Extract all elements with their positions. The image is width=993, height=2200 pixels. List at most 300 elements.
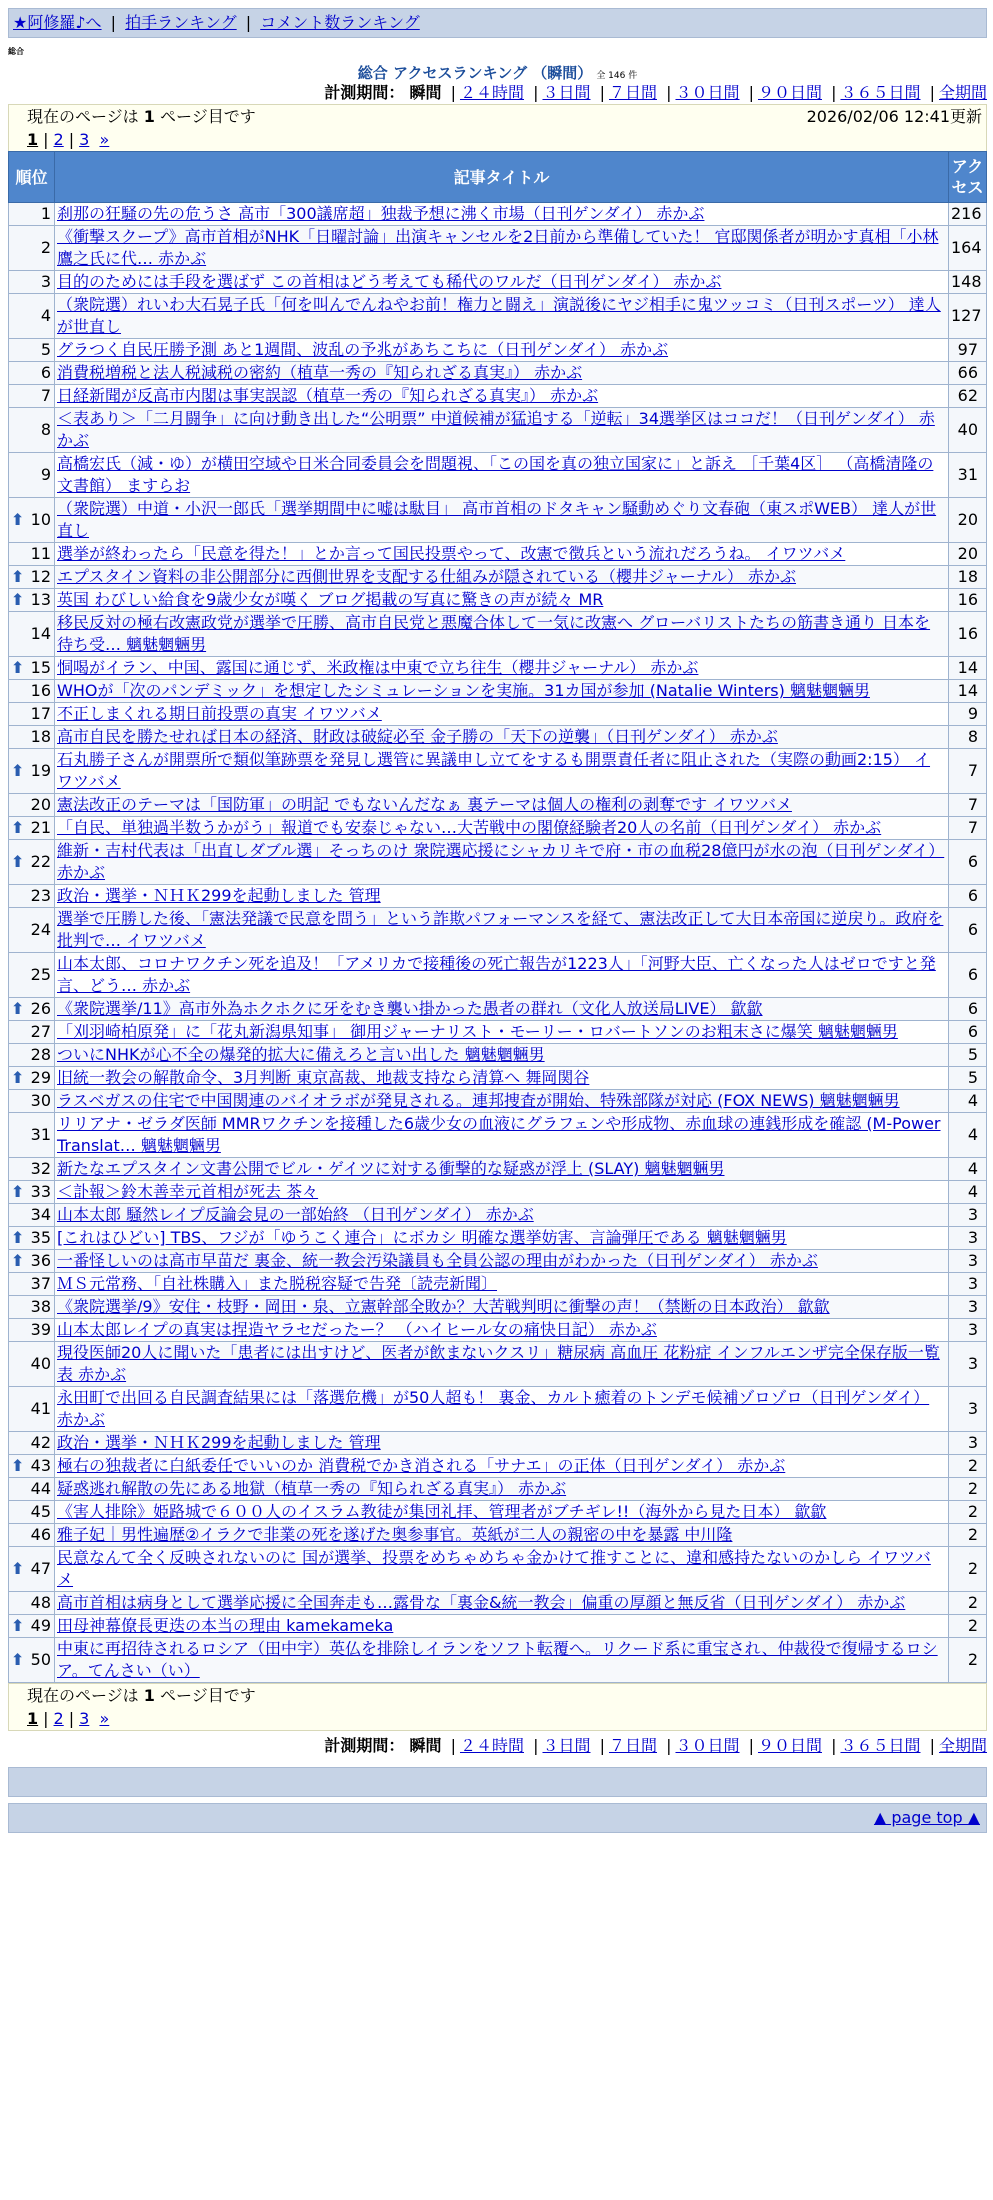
page-title: 総合 アクセスランキング （瞬間）: [357, 64, 593, 82]
nav-separator: |: [245, 13, 252, 32]
title-cell: [55, 1273, 949, 1296]
article-link[interactable]: 恫喝がイラン、中国、露国に通じず、米政権は中東で立ち往生（櫻井ジャーナル） 赤かぶ: [57, 658, 699, 677]
article-link[interactable]: 移民反対の極右改憲政党が選挙で圧勝、高市自民党と悪魔合体して一気に改憲へ グローバリストたちの筋書き通り 日本を待ち受… 魑魅魍魎男: [57, 613, 931, 654]
period-365d[interactable]: ３６５日間: [840, 83, 921, 102]
access-count: 20: [949, 498, 987, 543]
rank-number: 32: [30, 1159, 51, 1178]
article-link[interactable]: 永田町で出回る自民調査結果には「落選危機」が50人超も！ 裏金、カルト癒着のトンデモ候補ゾロゾロ（日刊ゲンダイ） 赤かぶ: [57, 1388, 930, 1429]
table-row: [9, 453, 987, 498]
article-link[interactable]: 《害人排除》姫路城で６００人のイスラム教徒が集団礼拝、管理者がブチギレ!!（海外から見た日本） 歙歙: [57, 1502, 827, 1521]
article-link[interactable]: 雅子妃｜男性遍歴②イラクで非業の死を遂げた奥参事官。英紙が二人の親密の中を暴露 中川隆: [57, 1525, 733, 1544]
access-count: 6: [949, 885, 987, 908]
title-cell: [55, 726, 949, 749]
ranking-table: [8, 151, 987, 1683]
page-1: 1: [27, 1709, 39, 1728]
article-link[interactable]: 「刈羽崎柏原発」に「花丸新潟県知事」 御用ジャーナリスト・モーリー・ロバートソンのお粗末さに爆笑 魑魅魍魎男: [57, 1022, 898, 1041]
table-row: [9, 726, 987, 749]
home-link[interactable]: ★阿修羅♪へ: [13, 13, 102, 32]
article-link[interactable]: 山本太郎 騒然レイプ反論会見の一部始終 （日刊ゲンダイ） 赤かぶ: [57, 1205, 534, 1224]
period-current: 瞬間: [409, 1736, 442, 1755]
rank-cell: [9, 1501, 55, 1524]
access-count: 4: [949, 1113, 987, 1158]
page-1: 1: [27, 130, 39, 149]
title-cell: [55, 1342, 949, 1387]
period-90d[interactable]: ９０日間: [757, 1736, 822, 1755]
title-cell: [55, 1387, 949, 1432]
table-row: [9, 703, 987, 726]
table-row: [9, 589, 987, 612]
footer-bar: [8, 1767, 987, 1797]
access-count: 7: [949, 749, 987, 794]
rank-cell: [9, 1615, 55, 1638]
article-link[interactable]: 田母神幕僚長更迭の本当の理由 kamekameka: [57, 1616, 394, 1635]
table-row: [9, 408, 987, 453]
article-link[interactable]: 消費税増税と法人税減税の密約（植草一秀の『知られざる真実』） 赤かぶ: [57, 363, 583, 382]
rank-number: 8: [40, 420, 51, 439]
access-count: 2: [949, 1547, 987, 1592]
rank-cell: [9, 1592, 55, 1615]
access-count: 97: [949, 339, 987, 362]
rank-cell: [9, 271, 55, 294]
rank-number: 40: [30, 1354, 51, 1373]
rank-cell: [9, 680, 55, 703]
rank-number: 29: [30, 1068, 51, 1087]
pagination-top: 現在のページは 1 ページ目です 2026/02/06 12:41更新 1 | 2 | 3 »: [8, 104, 987, 151]
rank-number: 46: [30, 1525, 51, 1544]
up-arrow-icon: ⬆: [11, 567, 25, 586]
up-arrow-icon: ⬆: [11, 1559, 25, 1578]
rank-cell: [9, 1342, 55, 1387]
article-link[interactable]: 刹那の狂騒の先の危うさ 高市「300議席超」独裁予想に沸く市場（日刊ゲンダイ） 赤かぶ: [57, 204, 705, 223]
rank-number: 45: [30, 1502, 51, 1521]
rank-cell: [9, 1250, 55, 1273]
page-top-link[interactable]: ▲ page top ▲: [873, 1808, 980, 1827]
rank-number: 27: [30, 1022, 51, 1041]
period-7d[interactable]: ７日間: [608, 1736, 657, 1755]
nav-separator: |: [110, 13, 117, 32]
article-link[interactable]: WHOが「次のパンデミック」を想定したシミュレーションを実施。31カ国が参加 (Natalie Winters) 魑魅魍魎男: [57, 681, 870, 700]
table-row: [9, 294, 987, 339]
article-link[interactable]: 新たなエプスタイン文書公開でビル・ゲイツに対する衝撃的な疑惑が浮上 (SLAY) 魑魅魍魎男: [57, 1159, 725, 1178]
table-row: [9, 1181, 987, 1204]
period-24h[interactable]: ２４時間: [459, 1736, 524, 1755]
rank-cell: [9, 453, 55, 498]
article-link[interactable]: 高橋宏氏（減・ゆ）が横田空域や日米合同委員会を問題視、「この国を真の独立国家に」と訴え ［千葉4区］ （高橋清隆の文書館） ますらお: [57, 454, 934, 495]
table-row: [9, 362, 987, 385]
rank-cell: [9, 294, 55, 339]
page-3-link[interactable]: 3: [79, 130, 90, 149]
title-cell: [55, 1501, 949, 1524]
article-link[interactable]: 維新・吉村代表は「出直しダブル選」そっちのけ 衆院選応援にシャカリキで府・市の血税28億円が水の泡（日刊ゲンダイ） 赤かぶ: [57, 841, 945, 882]
table-row: [9, 1455, 987, 1478]
table-row: [9, 612, 987, 657]
rank-cell: [9, 1432, 55, 1455]
rank-number: 38: [30, 1297, 51, 1316]
access-count: 127: [949, 294, 987, 339]
rank-number: 18: [30, 727, 51, 746]
access-count: 6: [949, 1021, 987, 1044]
article-link[interactable]: 《衆院選挙/9》安住・枝野・岡田・泉、立憲幹部全敗か？大苦戦判明に衝撃の声！（禁断の日本政治） 歙歙: [57, 1297, 830, 1316]
period-30d[interactable]: ３０日間: [675, 1736, 740, 1755]
title-cell: [55, 1547, 949, 1592]
access-count: 3: [949, 1250, 987, 1273]
applause-ranking-link[interactable]: 拍手ランキング: [125, 13, 237, 32]
table-row: [9, 657, 987, 680]
title-cell: [55, 1158, 949, 1181]
table-row: [9, 908, 987, 953]
title-cell: [55, 1478, 949, 1501]
access-count: 216: [949, 203, 987, 226]
title-cell: [55, 998, 949, 1021]
article-link[interactable]: 高市自民を勝たせれば日本の経済、財政は破綻必至 金子勝の「天下の逆襲」（日刊ゲンダイ） 赤かぶ: [57, 727, 778, 746]
access-count: 14: [949, 680, 987, 703]
title-cell: [55, 908, 949, 953]
table-row: [9, 1227, 987, 1250]
table-row: [9, 203, 987, 226]
rank-cell: [9, 1113, 55, 1158]
up-arrow-icon: ⬆: [11, 590, 25, 609]
rank-cell: [9, 885, 55, 908]
rank-cell: [9, 1296, 55, 1319]
article-link[interactable]: （衆院選）れいわ大石晃子氏「何を叫んでんねやお前！権力と闘え」演説後にヤジ相手に鬼ツッコミ（日刊スポーツ） 達人が世直し: [57, 295, 941, 336]
rank-cell: [9, 749, 55, 794]
period-all[interactable]: 全期間: [938, 83, 987, 102]
rank-cell: [9, 1044, 55, 1067]
article-link[interactable]: 選挙で圧勝した後、「憲法発議で民意を問う」という詐欺パフォーマンスを経て、憲法改正して大日本帝国に逆戻り。政府を批判で… イワツバメ: [57, 909, 944, 950]
article-link[interactable]: 民意なんて全く反映されないのに 国が選挙、投票をめちゃめちゃ金かけて推すことに、違和感持たないのかしら イワツバメ: [57, 1548, 931, 1589]
title-cell: [55, 408, 949, 453]
period-24h[interactable]: ２４時間: [459, 83, 524, 102]
period-365d[interactable]: ３６５日間: [840, 1736, 921, 1755]
rank-cell: [9, 203, 55, 226]
access-count: 9: [949, 703, 987, 726]
rank-number: 14: [30, 624, 51, 643]
access-count: 2: [949, 1615, 987, 1638]
rank-number: 10: [30, 510, 51, 529]
rank-number: 17: [30, 704, 51, 723]
rank-cell: [9, 908, 55, 953]
table-row: [9, 1432, 987, 1455]
article-link[interactable]: 「自民、単独過半数うかがう」報道でも安泰じゃない…大苦戦中の閣僚経験者20人の名前（日刊ゲンダイ） 赤かぶ: [57, 818, 882, 837]
title-cell: [55, 680, 949, 703]
ranking-rows: [9, 203, 987, 1683]
rank-cell: [9, 794, 55, 817]
rank-number: 25: [30, 965, 51, 984]
table-row: [9, 1296, 987, 1319]
rank-number: 37: [30, 1274, 51, 1293]
article-link[interactable]: 政治・選挙・ＮＨＫ299を起動しました 管理: [57, 886, 381, 905]
rank-number: 42: [30, 1433, 51, 1452]
title-cell: [55, 498, 949, 543]
article-link[interactable]: 石丸勝子さんが開票所で類似筆跡票を発見し選管に異議申し立てをするも開票責任者に阻止された（実際の動画2:15） イワツバメ: [57, 750, 931, 791]
rank-cell: [9, 589, 55, 612]
access-count: 40: [949, 408, 987, 453]
table-row: [9, 498, 987, 543]
rank-cell: [9, 998, 55, 1021]
title-cell: [55, 339, 949, 362]
article-link[interactable]: エプスタイン資料の非公開部分に西側世界を支配する仕組みが隠されている（櫻井ジャーナル） 赤かぶ: [57, 567, 797, 586]
up-arrow-icon: ⬆: [11, 1650, 25, 1669]
page-2-link[interactable]: 2: [53, 1709, 64, 1728]
page-top-bar: [8, 1803, 987, 1833]
rank-number: 20: [30, 795, 51, 814]
rank-number: 15: [30, 658, 51, 677]
access-count: 2: [949, 1501, 987, 1524]
period-30d[interactable]: ３０日間: [675, 83, 740, 102]
rank-number: 47: [30, 1559, 51, 1578]
table-row: [9, 817, 987, 840]
rank-number: 35: [30, 1228, 51, 1247]
article-link[interactable]: 《衝撃スクープ》高市首相がNHK「日曜討論」出演キャンセルを2日前から準備していた！ 官邸関係者が明かす真相「小林鷹之氏に代… 赤かぶ: [57, 227, 939, 268]
rank-cell: [9, 362, 55, 385]
article-link[interactable]: [これはひどい] TBS、フジが「ゆうこく連合」にボカシ 明確な選挙妨害、言論弾圧である 魑魅魍魎男: [57, 1228, 787, 1247]
rank-cell: [9, 1524, 55, 1547]
rank-header: 順位: [9, 152, 55, 203]
access-count: 3: [949, 1432, 987, 1455]
table-row: [9, 680, 987, 703]
rank-cell: [9, 612, 55, 657]
period-90d[interactable]: ９０日間: [757, 83, 822, 102]
article-link[interactable]: ＜訃報＞鈴木善幸元首相が死去 茶々: [57, 1182, 319, 1201]
table-row: [9, 1158, 987, 1181]
period-7d[interactable]: ７日間: [608, 83, 657, 102]
article-link[interactable]: 極右の独裁者に白紙委任でいいのか 消費税でかき消される「サナエ」の正体（日刊ゲンダイ） 赤かぶ: [57, 1456, 786, 1475]
title-cell: [55, 749, 949, 794]
table-row: [9, 1113, 987, 1158]
rank-cell: [9, 1387, 55, 1432]
table-row: [9, 1592, 987, 1615]
access-count: 6: [949, 953, 987, 998]
article-link[interactable]: ラスベガスの住宅で中国関連のバイオラボが発見される。連邦捜査が開始、特殊部隊が対応 (FOX NEWS) 魑魅魍魎男: [57, 1091, 900, 1110]
rank-number: 13: [30, 590, 51, 609]
table-row: [9, 1615, 987, 1638]
article-link[interactable]: 中東に再招待されるロシア（田中宇）英仏を排除しイランをソフト転覆へ。リクード系に重宝され、仲裁役で復帰するロシア。てんさい（い）: [57, 1639, 938, 1680]
access-count: 2: [949, 1478, 987, 1501]
rank-number: 7: [40, 386, 51, 405]
rank-number: 34: [30, 1205, 51, 1224]
article-link[interactable]: 選挙が終わったら「民意を得た！」とか言って国民投票やって、改憲で徴兵という流れだろうね。 イワツバメ: [57, 544, 846, 563]
table-row: [9, 1387, 987, 1432]
rank-number: 50: [30, 1650, 51, 1669]
period-current: 瞬間: [409, 83, 442, 102]
next-page-link[interactable]: »: [99, 130, 110, 149]
title-cell: [55, 1524, 949, 1547]
access-count: 2: [949, 1638, 987, 1683]
rank-cell: [9, 726, 55, 749]
article-link[interactable]: 疑惑逃れ解散の先にある地獄（植草一秀の『知られざる真実』） 赤かぶ: [57, 1479, 567, 1498]
article-link[interactable]: 旧統一教会の解散命令、3月判断 東京高裁、地裁支持なら清算へ 舞岡関谷: [57, 1068, 590, 1087]
article-link[interactable]: 日経新聞が反高市内閣は事実誤認（植草一秀の『知られざる真実』） 赤かぶ: [57, 386, 599, 405]
table-row: [9, 953, 987, 998]
title-cell: [55, 566, 949, 589]
title-cell: [55, 362, 949, 385]
article-link[interactable]: 高市首相は病身として選挙応援に全国奔走も…露骨な「裏金&統一教会」偏重の厚顔と無反省（日刊ゲンダイ） 赤かぶ: [57, 1593, 906, 1612]
title-cell: [55, 1113, 949, 1158]
access-count: 4: [949, 1158, 987, 1181]
up-arrow-icon: ⬆: [11, 1228, 25, 1247]
up-arrow-icon: ⬆: [11, 1616, 25, 1635]
rank-number: 11: [30, 544, 51, 563]
period-all[interactable]: 全期間: [938, 1736, 987, 1755]
period-3d[interactable]: ３日間: [542, 83, 591, 102]
article-link[interactable]: ついにNHKが心不全の爆発的拡大に備えろと言い出した 魑魅魍魎男: [57, 1045, 545, 1064]
rank-cell: [9, 1547, 55, 1592]
title-cell: [55, 1432, 949, 1455]
rank-number: 43: [30, 1456, 51, 1475]
period-label: 計測期間：: [324, 1736, 405, 1755]
current-page-text: 現在のページは 1 ページ目です: [27, 107, 256, 126]
up-arrow-icon: ⬆: [11, 658, 25, 677]
article-link[interactable]: グラつく自民圧勝予測 あと1週間、波乱の予兆があちこちに（日刊ゲンダイ） 赤かぶ: [57, 340, 669, 359]
rank-cell: [9, 840, 55, 885]
rank-cell: [9, 1204, 55, 1227]
title-cell: [55, 1181, 949, 1204]
access-count: 66: [949, 362, 987, 385]
rank-cell: [9, 703, 55, 726]
rank-number: 24: [30, 920, 51, 939]
title-cell: [55, 1592, 949, 1615]
rank-cell: [9, 226, 55, 271]
title-cell: [55, 1455, 949, 1478]
rank-number: 2: [40, 238, 51, 257]
access-count: 6: [949, 998, 987, 1021]
table-row: [9, 1067, 987, 1090]
article-link[interactable]: ＜表あり＞「二月闘争」に向け動き出した“公明票” 中道候補が猛追する「逆転」34選挙区はココだ！（日刊ゲンダイ） 赤かぶ: [57, 409, 935, 450]
article-link[interactable]: 目的のためには手段を選ばず この首相はどう考えても稀代のワルだ（日刊ゲンダイ） 赤かぶ: [57, 272, 722, 291]
rank-number: 49: [30, 1616, 51, 1635]
access-count: 3: [949, 1296, 987, 1319]
rank-cell: [9, 1090, 55, 1113]
article-link[interactable]: 政治・選挙・ＮＨＫ299を起動しました 管理: [57, 1433, 381, 1452]
title-cell: [55, 1067, 949, 1090]
table-row: [9, 271, 987, 294]
title-cell: [55, 840, 949, 885]
rank-number: 39: [30, 1320, 51, 1339]
rank-cell: [9, 566, 55, 589]
access-count: 7: [949, 794, 987, 817]
access-count: 4: [949, 1090, 987, 1113]
period-3d[interactable]: ３日間: [542, 1736, 591, 1755]
article-link[interactable]: 憲法改正のテーマは「国防軍」の明記 でもないんだなぁ 裏テーマは個人の権利の剥奪です イワツバメ: [57, 795, 792, 814]
access-count: 2: [949, 1455, 987, 1478]
title-cell: [55, 1204, 949, 1227]
access-header: アクセス: [949, 152, 987, 203]
table-row: [9, 1478, 987, 1501]
table-row: [9, 1204, 987, 1227]
title-cell: [55, 1044, 949, 1067]
table-row: [9, 1044, 987, 1067]
rank-number: 23: [30, 886, 51, 905]
rank-number: 48: [30, 1593, 51, 1612]
table-header: [9, 152, 987, 203]
rank-number: 21: [30, 818, 51, 837]
title-cell: [55, 817, 949, 840]
total-count: 全 146 件: [596, 71, 638, 81]
access-count: 2: [949, 1524, 987, 1547]
article-link[interactable]: ＭＳ元常務、「自社株購入」また脱税容疑で告発〔読売新聞〕: [57, 1274, 498, 1293]
rank-number: 41: [30, 1399, 51, 1418]
article-link[interactable]: 山本太郎、コロナワクチン死を追及！「アメリカで接種後の死亡報告が1223人」「河野大臣、亡くなった人はゼロですと発言、どう… 赤かぶ: [57, 954, 936, 995]
rank-number: 1: [40, 204, 51, 223]
rank-cell: [9, 657, 55, 680]
rank-cell: [9, 408, 55, 453]
up-arrow-icon: ⬆: [11, 852, 25, 871]
up-arrow-icon: ⬆: [11, 818, 25, 837]
rank-number: 4: [40, 306, 51, 325]
title-cell: [55, 885, 949, 908]
title-header: 記事タイトル: [55, 152, 949, 203]
article-link[interactable]: 山本太郎レイプの真実は捏造ヤラセだったー？ （ハイヒール女の痛快日記） 赤かぶ: [57, 1320, 657, 1339]
title-cell: [55, 1090, 949, 1113]
table-row: [9, 1250, 987, 1273]
table-row: [9, 749, 987, 794]
access-count: 148: [949, 271, 987, 294]
up-arrow-icon: ⬆: [11, 999, 25, 1018]
rank-number: 33: [30, 1182, 51, 1201]
rank-cell: [9, 1158, 55, 1181]
rank-cell: [9, 1455, 55, 1478]
article-link[interactable]: 英国 わびしい給食を9歳少女が嘆く ブログ掲載の写真に驚きの声が続々 MR: [57, 590, 604, 609]
title-cell: [55, 294, 949, 339]
access-count: 6: [949, 840, 987, 885]
table-row: [9, 226, 987, 271]
comment-ranking-link[interactable]: コメント数ランキング: [260, 13, 420, 32]
title-cell: [55, 1227, 949, 1250]
title-cell: [55, 953, 949, 998]
article-link[interactable]: 不正しまくれる期日前投票の真実 イワツバメ: [57, 704, 382, 723]
up-arrow-icon: ⬆: [11, 1068, 25, 1087]
table-row: [9, 1090, 987, 1113]
access-count: 3: [949, 1227, 987, 1250]
article-link[interactable]: 《衆院選挙/11》高市外為ホクホクに牙をむき襲い掛かった愚者の群れ（文化人放送局LIVE） 歙歙: [57, 999, 763, 1018]
article-link[interactable]: （衆院選）中道・小沢一郎氏「選挙期間中に嘘は駄目」 高市首相のドタキャン騒動めぐり文春砲（東スポWEB） 達人が世直し: [57, 499, 937, 540]
access-count: 5: [949, 1067, 987, 1090]
rank-cell: [9, 1021, 55, 1044]
access-count: 2: [949, 1592, 987, 1615]
rank-number: 12: [30, 567, 51, 586]
rank-number: 16: [30, 681, 51, 700]
access-count: 3: [949, 1319, 987, 1342]
article-link[interactable]: 現役医師20人に聞いた「患者には出すけど、医者が飲まないクスリ」糖尿病 高血圧 花粉症 インフルエンザ完全保存版一覧表 赤かぶ: [57, 1343, 940, 1384]
article-link[interactable]: リリアナ・ゼラダ医師 MMRワクチンを接種した6歳少女の血液にグラフェンや形成物、赤血球の連銭形成を確認 (M-Power Translat… 魑魅魍魎男: [57, 1114, 941, 1155]
top-nav: [8, 8, 987, 38]
up-arrow-icon: ⬆: [11, 1182, 25, 1201]
access-count: 20: [949, 543, 987, 566]
rank-cell: [9, 339, 55, 362]
access-count: 7: [949, 817, 987, 840]
rank-number: 26: [30, 999, 51, 1018]
access-count: 4: [949, 1181, 987, 1204]
title-cell: [55, 543, 949, 566]
title-cell: [55, 1250, 949, 1273]
table-row: [9, 885, 987, 908]
table-row: [9, 1273, 987, 1296]
page-2-link[interactable]: 2: [53, 130, 64, 149]
rank-number: 3: [40, 272, 51, 291]
next-page-link[interactable]: »: [99, 1709, 110, 1728]
article-link[interactable]: 一番怪しいのは高市早苗だ 裏金、統一教会汚染議員も全員公認の理由がわかった（日刊ゲンダイ） 赤かぶ: [57, 1251, 818, 1270]
rank-number: 6: [40, 363, 51, 382]
rank-cell: [9, 1319, 55, 1342]
rank-cell: [9, 498, 55, 543]
rank-number: 22: [30, 852, 51, 871]
page-3-link[interactable]: 3: [79, 1709, 90, 1728]
rank-cell: [9, 1273, 55, 1296]
table-row: [9, 1501, 987, 1524]
title-cell: [55, 271, 949, 294]
up-arrow-icon: ⬆: [11, 510, 25, 529]
access-count: 3: [949, 1342, 987, 1387]
